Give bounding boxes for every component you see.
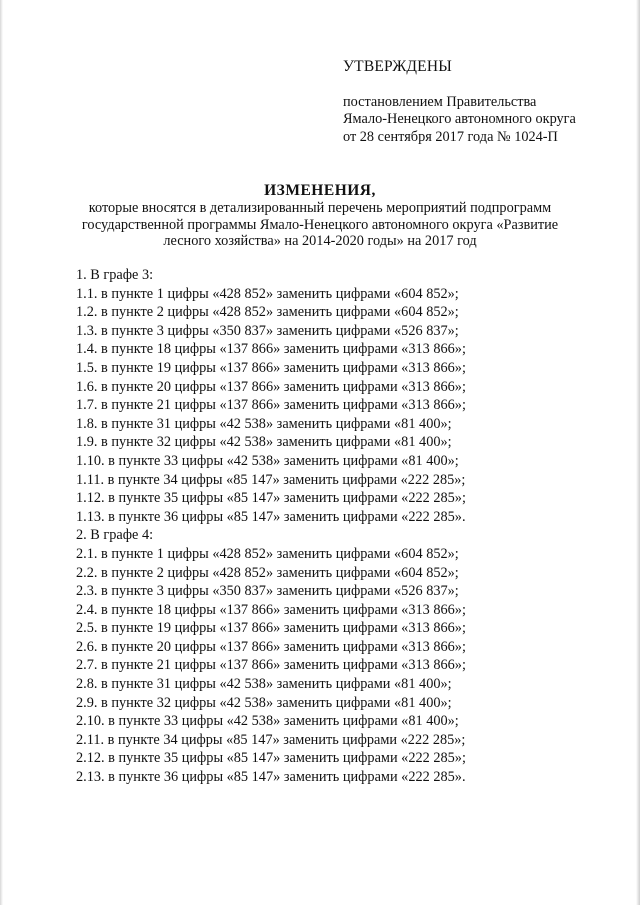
document-heading — [40, 181, 600, 250]
amendments-list — [76, 266, 596, 787]
list-item: 1.2. в пункте 2 цифры «428 852» заменить цифрами «604 852»; — [76, 304, 459, 321]
approval-block — [343, 58, 633, 146]
list-item: 2.1. в пункте 1 цифры «428 852» заменить цифрами «604 852»; — [76, 545, 459, 562]
list-item: 2.12. в пункте 35 цифры «85 147» заменить цифрами «222 285»; — [76, 750, 466, 767]
list-item: 2.2. в пункте 2 цифры «428 852» заменить цифрами «604 852»; — [76, 564, 459, 581]
approval-line-2: Ямало-Ненецкого автономного округа — [343, 111, 576, 127]
list-item: 2.11. в пункте 34 цифры «85 147» заменить цифрами «222 285»; — [76, 731, 466, 748]
list-item: 1.11. в пункте 34 цифры «85 147» заменить цифрами «222 285»; — [76, 471, 466, 488]
document-title: ИЗМЕНЕНИЯ, — [264, 182, 376, 199]
approval-line-3: от 28 сентября 2017 года № 1024-П — [343, 128, 558, 145]
list-item: 1.9. в пункте 32 цифры «42 538» заменить цифрами «81 400»; — [76, 434, 452, 451]
list-item: 1.8. в пункте 31 цифры «42 538» заменить цифрами «81 400»; — [76, 415, 452, 432]
list-item: 1.3. в пункте 3 цифры «350 837» заменить цифрами «526 837»; — [76, 322, 459, 339]
list-item: 2.3. в пункте 3 цифры «350 837» заменить цифрами «526 837»; — [76, 583, 459, 600]
list-item: 1.4. в пункте 18 цифры «137 866» заменить цифрами «313 866»; — [76, 341, 466, 358]
document-subtitle-line-1: которые вносятся в детализированный перечень мероприятий подпрограмм — [88, 200, 552, 216]
list-item: 2.6. в пункте 20 цифры «137 866» заменить цифрами «313 866»; — [76, 638, 466, 655]
list-item: 1.6. в пункте 20 цифры «137 866» заменить цифрами «313 866»; — [76, 378, 466, 395]
document-subtitle-line-2: государственной программы Ямало-Ненецкого автономного округа «Развитие — [81, 216, 559, 233]
list-item: 1. В графе 3: — [76, 267, 154, 283]
list-item: 1.12. в пункте 35 цифры «85 147» заменить цифрами «222 285»; — [76, 490, 466, 507]
list-item: 2.9. в пункте 32 цифры «42 538» заменить цифрами «81 400»; — [76, 694, 452, 711]
list-item: 1.5. в пункте 19 цифры «137 866» заменить цифрами «313 866»; — [76, 359, 466, 376]
approval-line-1: постановлением Правительства — [343, 93, 537, 110]
list-item: 1.10. в пункте 33 цифры «42 538» заменить цифрами «81 400»; — [76, 452, 459, 469]
list-item: 2.5. в пункте 19 цифры «137 866» заменить цифрами «313 866»; — [76, 620, 466, 637]
scan-edge-right — [636, 0, 640, 905]
list-item: 2.4. в пункте 18 цифры «137 866» заменить цифрами «313 866»; — [76, 601, 466, 618]
list-item: 1.7. в пункте 21 цифры «137 866» заменить цифрами «313 866»; — [76, 397, 466, 414]
approval-heading: УТВЕРЖДЕНЫ — [343, 58, 452, 75]
list-item: 2.8. в пункте 31 цифры «42 538» заменить цифрами «81 400»; — [76, 676, 452, 693]
list-item: 2. В графе 4: — [76, 527, 154, 544]
list-item: 2.13. в пункте 36 цифры «85 147» заменить цифрами «222 285». — [76, 769, 466, 786]
list-item: 1.13. в пункте 36 цифры «85 147» заменить цифрами «222 285». — [76, 508, 466, 525]
list-item: 1.1. в пункте 1 цифры «428 852» заменить цифрами «604 852»; — [76, 285, 459, 302]
document-subtitle-line-3: лесного хозяйства» на 2014-2020 годы» на 2017 год — [163, 233, 477, 249]
scan-edge-left — [0, 0, 3, 905]
list-item: 2.10. в пункте 33 цифры «42 538» заменить цифрами «81 400»; — [76, 713, 459, 730]
list-item: 2.7. в пункте 21 цифры «137 866» заменить цифрами «313 866»; — [76, 657, 466, 674]
